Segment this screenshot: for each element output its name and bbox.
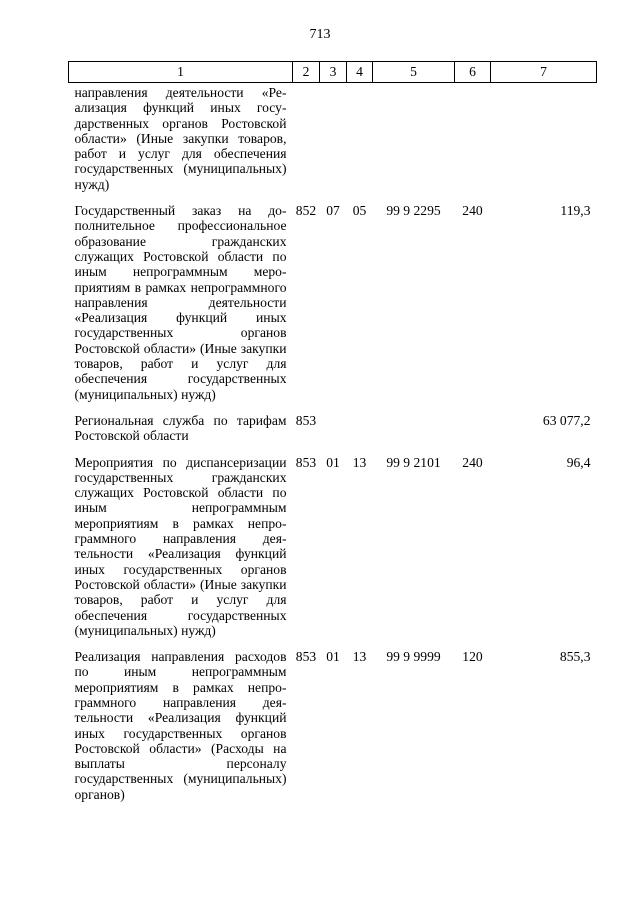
row-description: Государственный заказ на дополнительное профессиональное образование гражданских служащих Ростовской области по иным непрограммным мероприятиям в рамках непрограммного направления деятельности «Реализация функций иных государственных органов Ростовской области» (Иные закупки товаров, работ и услуг для обеспечения государственных (муниципальных) нужд) xyxy=(74,203,287,402)
row-expense-type xyxy=(455,410,491,452)
row-section xyxy=(320,83,347,201)
row-amount xyxy=(491,83,597,201)
row-expense-type: 120 xyxy=(462,649,483,665)
table-row xyxy=(69,452,597,647)
table-header-row xyxy=(69,62,597,83)
table-row xyxy=(69,200,597,410)
header-col-3: 3 xyxy=(320,62,347,83)
page-number: 713 xyxy=(309,27,331,42)
row-section: 01 xyxy=(326,454,340,470)
row-description: Мероприятия по диспансеризации государственных гражданских служащих Ростовской области по иным непрограммным мероприятиям в рамках непрограммного направления деятельности «Реализация функций иных государственных органов Ростовской области» (Иные закупки товаров, работ и услуг для обеспечения государственных (муниципальных) нужд) xyxy=(74,454,287,638)
table-row xyxy=(69,83,597,201)
row-expense-type xyxy=(455,83,491,201)
row-subsection: 13 xyxy=(352,454,367,470)
row-amount: 63 077,2 xyxy=(542,412,591,428)
row-amount: 96,4 xyxy=(566,454,591,470)
row-target xyxy=(373,410,455,452)
row-subsection: 05 xyxy=(352,203,367,219)
header-col-6: 6 xyxy=(455,62,491,83)
row-subsection: 13 xyxy=(352,649,367,665)
row-target xyxy=(373,83,455,201)
row-amount: 119,3 xyxy=(560,203,591,219)
row-target: 99 9 9999 xyxy=(386,649,441,665)
header-col-1: 1 xyxy=(69,62,293,83)
header-col-7: 7 xyxy=(491,62,597,83)
row-expense-type: 240 xyxy=(462,203,483,219)
header-col-2: 2 xyxy=(293,62,320,83)
row-section xyxy=(320,410,347,452)
budget-table xyxy=(68,61,597,810)
table-row xyxy=(69,646,597,810)
row-section: 07 xyxy=(326,203,340,219)
header-col-5: 5 xyxy=(373,62,455,83)
row-target: 99 9 2295 xyxy=(386,203,441,219)
header-col-4: 4 xyxy=(347,62,373,83)
row-subsection xyxy=(347,83,373,201)
row-amount: 855,3 xyxy=(559,649,591,665)
row-description: Региональная служба по тарифам Ростовской области xyxy=(74,412,287,444)
row-section: 01 xyxy=(326,649,340,665)
row-subsection xyxy=(347,410,373,452)
row-expense-type: 240 xyxy=(462,454,483,470)
row-ministry: 853 xyxy=(295,649,317,665)
row-target: 99 9 2101 xyxy=(386,454,441,470)
row-ministry: 852 xyxy=(295,203,317,219)
row-description: Реализация направления расходов по иным непрограммным мероприятиям в рамках непрограммного направления деятельности «Реализация функций иных государственных органов Ростовской области» (Расходы на выплаты персоналу государственных (муниципальных) органов) xyxy=(74,649,287,802)
row-ministry: 853 xyxy=(295,454,317,470)
row-ministry xyxy=(293,83,320,201)
row-ministry: 853 xyxy=(295,412,317,428)
row-description: направления деятельности «Реализация функций иных государственных органов Ростовской области» (Иные закупки товаров, работ и услуг для обеспечения государственных (муниципальных) нужд) xyxy=(74,85,287,192)
table-row xyxy=(69,410,597,452)
